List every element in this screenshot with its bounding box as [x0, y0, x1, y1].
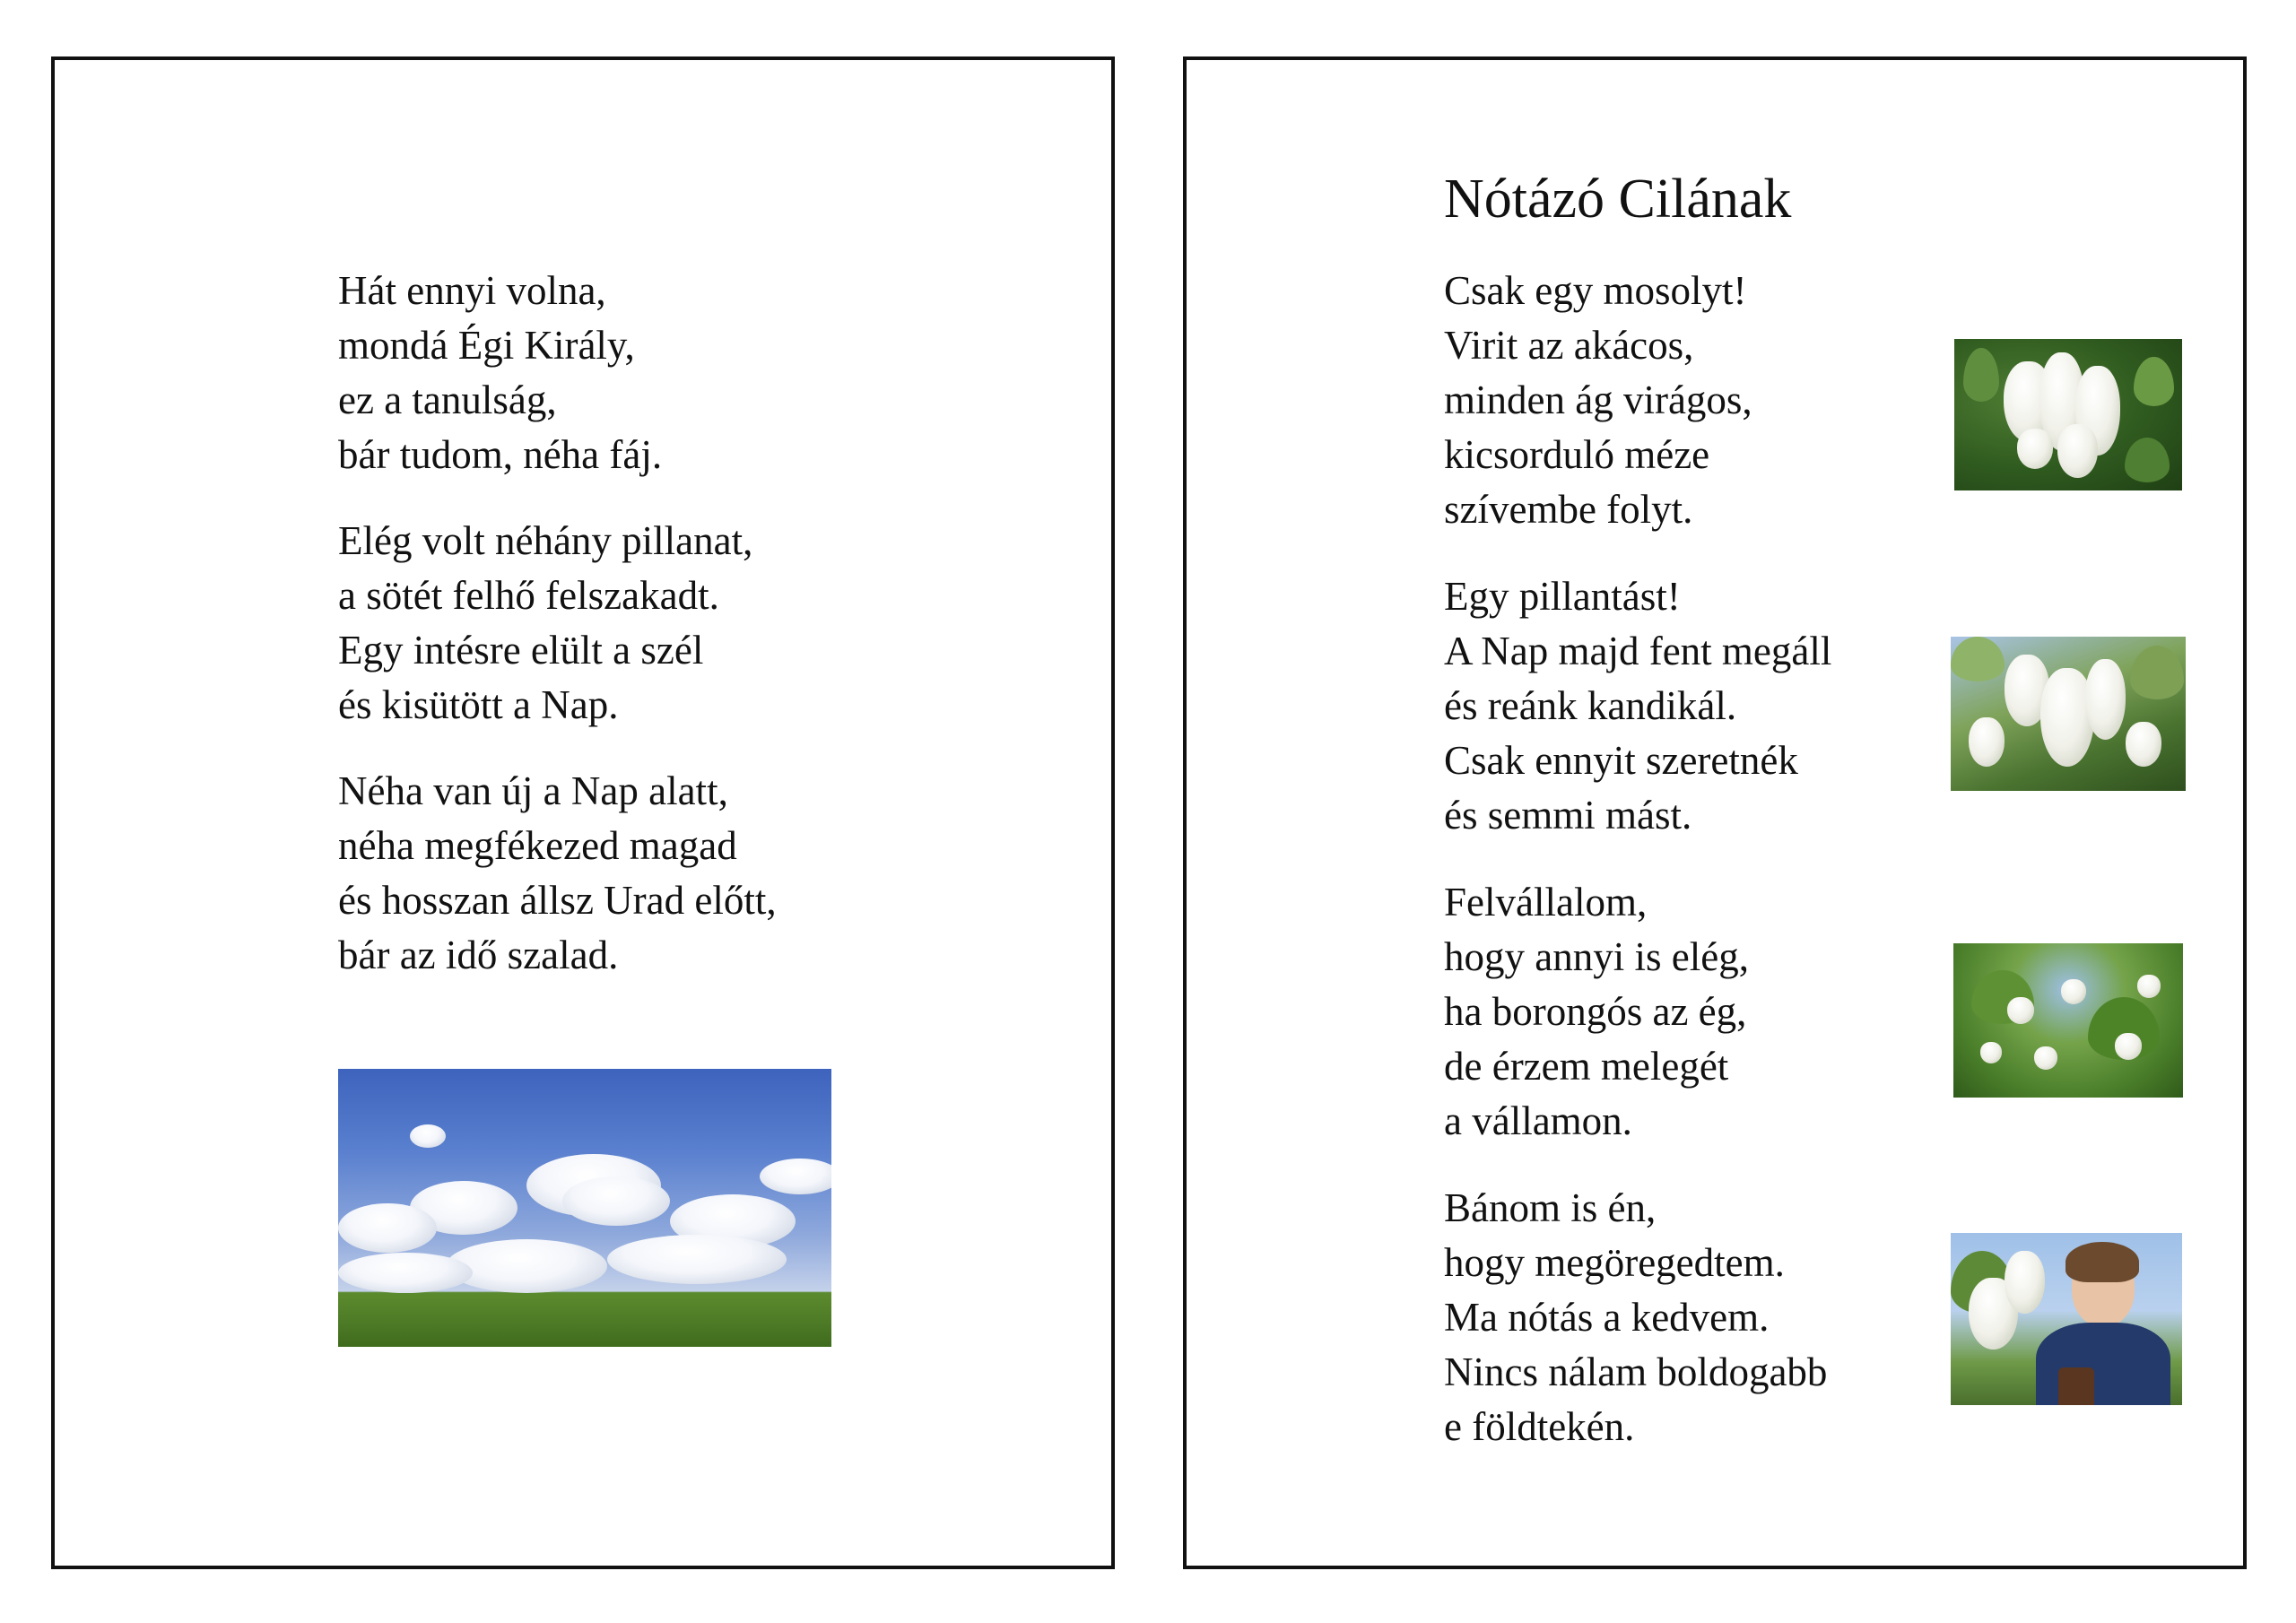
poem-line: néha megfékezed magad	[338, 823, 737, 868]
poem-line: és semmi mást.	[1444, 793, 1692, 838]
poem-line: mondá Égi Király,	[338, 323, 635, 368]
poem-line: a sötét felhő felszakadt.	[338, 573, 719, 618]
poem-line: minden ág virágos,	[1444, 378, 1752, 422]
poem-title: Nótázó Cilának	[1444, 169, 1792, 230]
stanza-2	[1444, 569, 1831, 843]
poem-line: és hosszan állsz Urad előtt,	[338, 878, 777, 923]
poem-line: e földtekén.	[1444, 1404, 1635, 1449]
poem-line: ha borongós az ég,	[1444, 989, 1747, 1034]
poem-line: és reánk kandikál.	[1444, 683, 1737, 728]
poem-line: bár tudom, néha fáj.	[338, 432, 663, 477]
poem-line: Felvállalom,	[1444, 880, 1648, 924]
poem-line: Ma nótás a kedvem.	[1444, 1295, 1770, 1340]
stanza-1	[338, 264, 662, 482]
poem-line: de érzem melegét	[1444, 1044, 1729, 1089]
poem-line: Csak ennyit szeretnék	[1444, 738, 1798, 783]
acacia-blossom-photo-1	[1954, 339, 2182, 490]
poem-line: Hát ennyi volna,	[338, 268, 606, 313]
poem-line: Csak egy mosolyt!	[1444, 268, 1747, 313]
stanza-2	[338, 514, 752, 733]
stanza-3	[1444, 875, 1749, 1149]
stanza-1	[1444, 264, 1752, 537]
poem-line: Nincs nálam boldogabb	[1444, 1350, 1828, 1394]
poem-line: Elég volt néhány pillanat,	[338, 518, 753, 563]
stanza-4	[1444, 1181, 1827, 1454]
poem-line: és kisütött a Nap.	[338, 682, 619, 727]
poem-line: Egy intésre elült a szél	[338, 628, 704, 673]
sky-field-photo	[338, 1069, 831, 1347]
poem-line: A Nap majd fent megáll	[1444, 629, 1832, 673]
left-page	[51, 56, 1115, 1569]
poem-line: szívembe folyt.	[1444, 487, 1693, 532]
poem-line: kicsorduló méze	[1444, 432, 1710, 477]
acacia-tree-photo	[1953, 943, 2183, 1098]
poem-line: Egy pillantást!	[1444, 574, 1681, 619]
poem-line: Virit az akácos,	[1444, 323, 1694, 368]
child-photo	[1951, 1233, 2182, 1405]
poem-line: Néha van új a Nap alatt,	[338, 768, 728, 813]
poem-line: Bánom is én,	[1444, 1185, 1657, 1230]
stanza-3	[338, 764, 777, 983]
right-page	[1183, 56, 2247, 1569]
poem-line: a vállamon.	[1444, 1098, 1632, 1143]
poem-line: ez a tanulság,	[338, 378, 557, 422]
poem-line: hogy annyi is elég,	[1444, 934, 1749, 979]
poem-line: hogy megöregedtem.	[1444, 1240, 1785, 1285]
acacia-blossom-photo-2	[1951, 637, 2186, 791]
poem-line: bár az idő szalad.	[338, 933, 619, 977]
